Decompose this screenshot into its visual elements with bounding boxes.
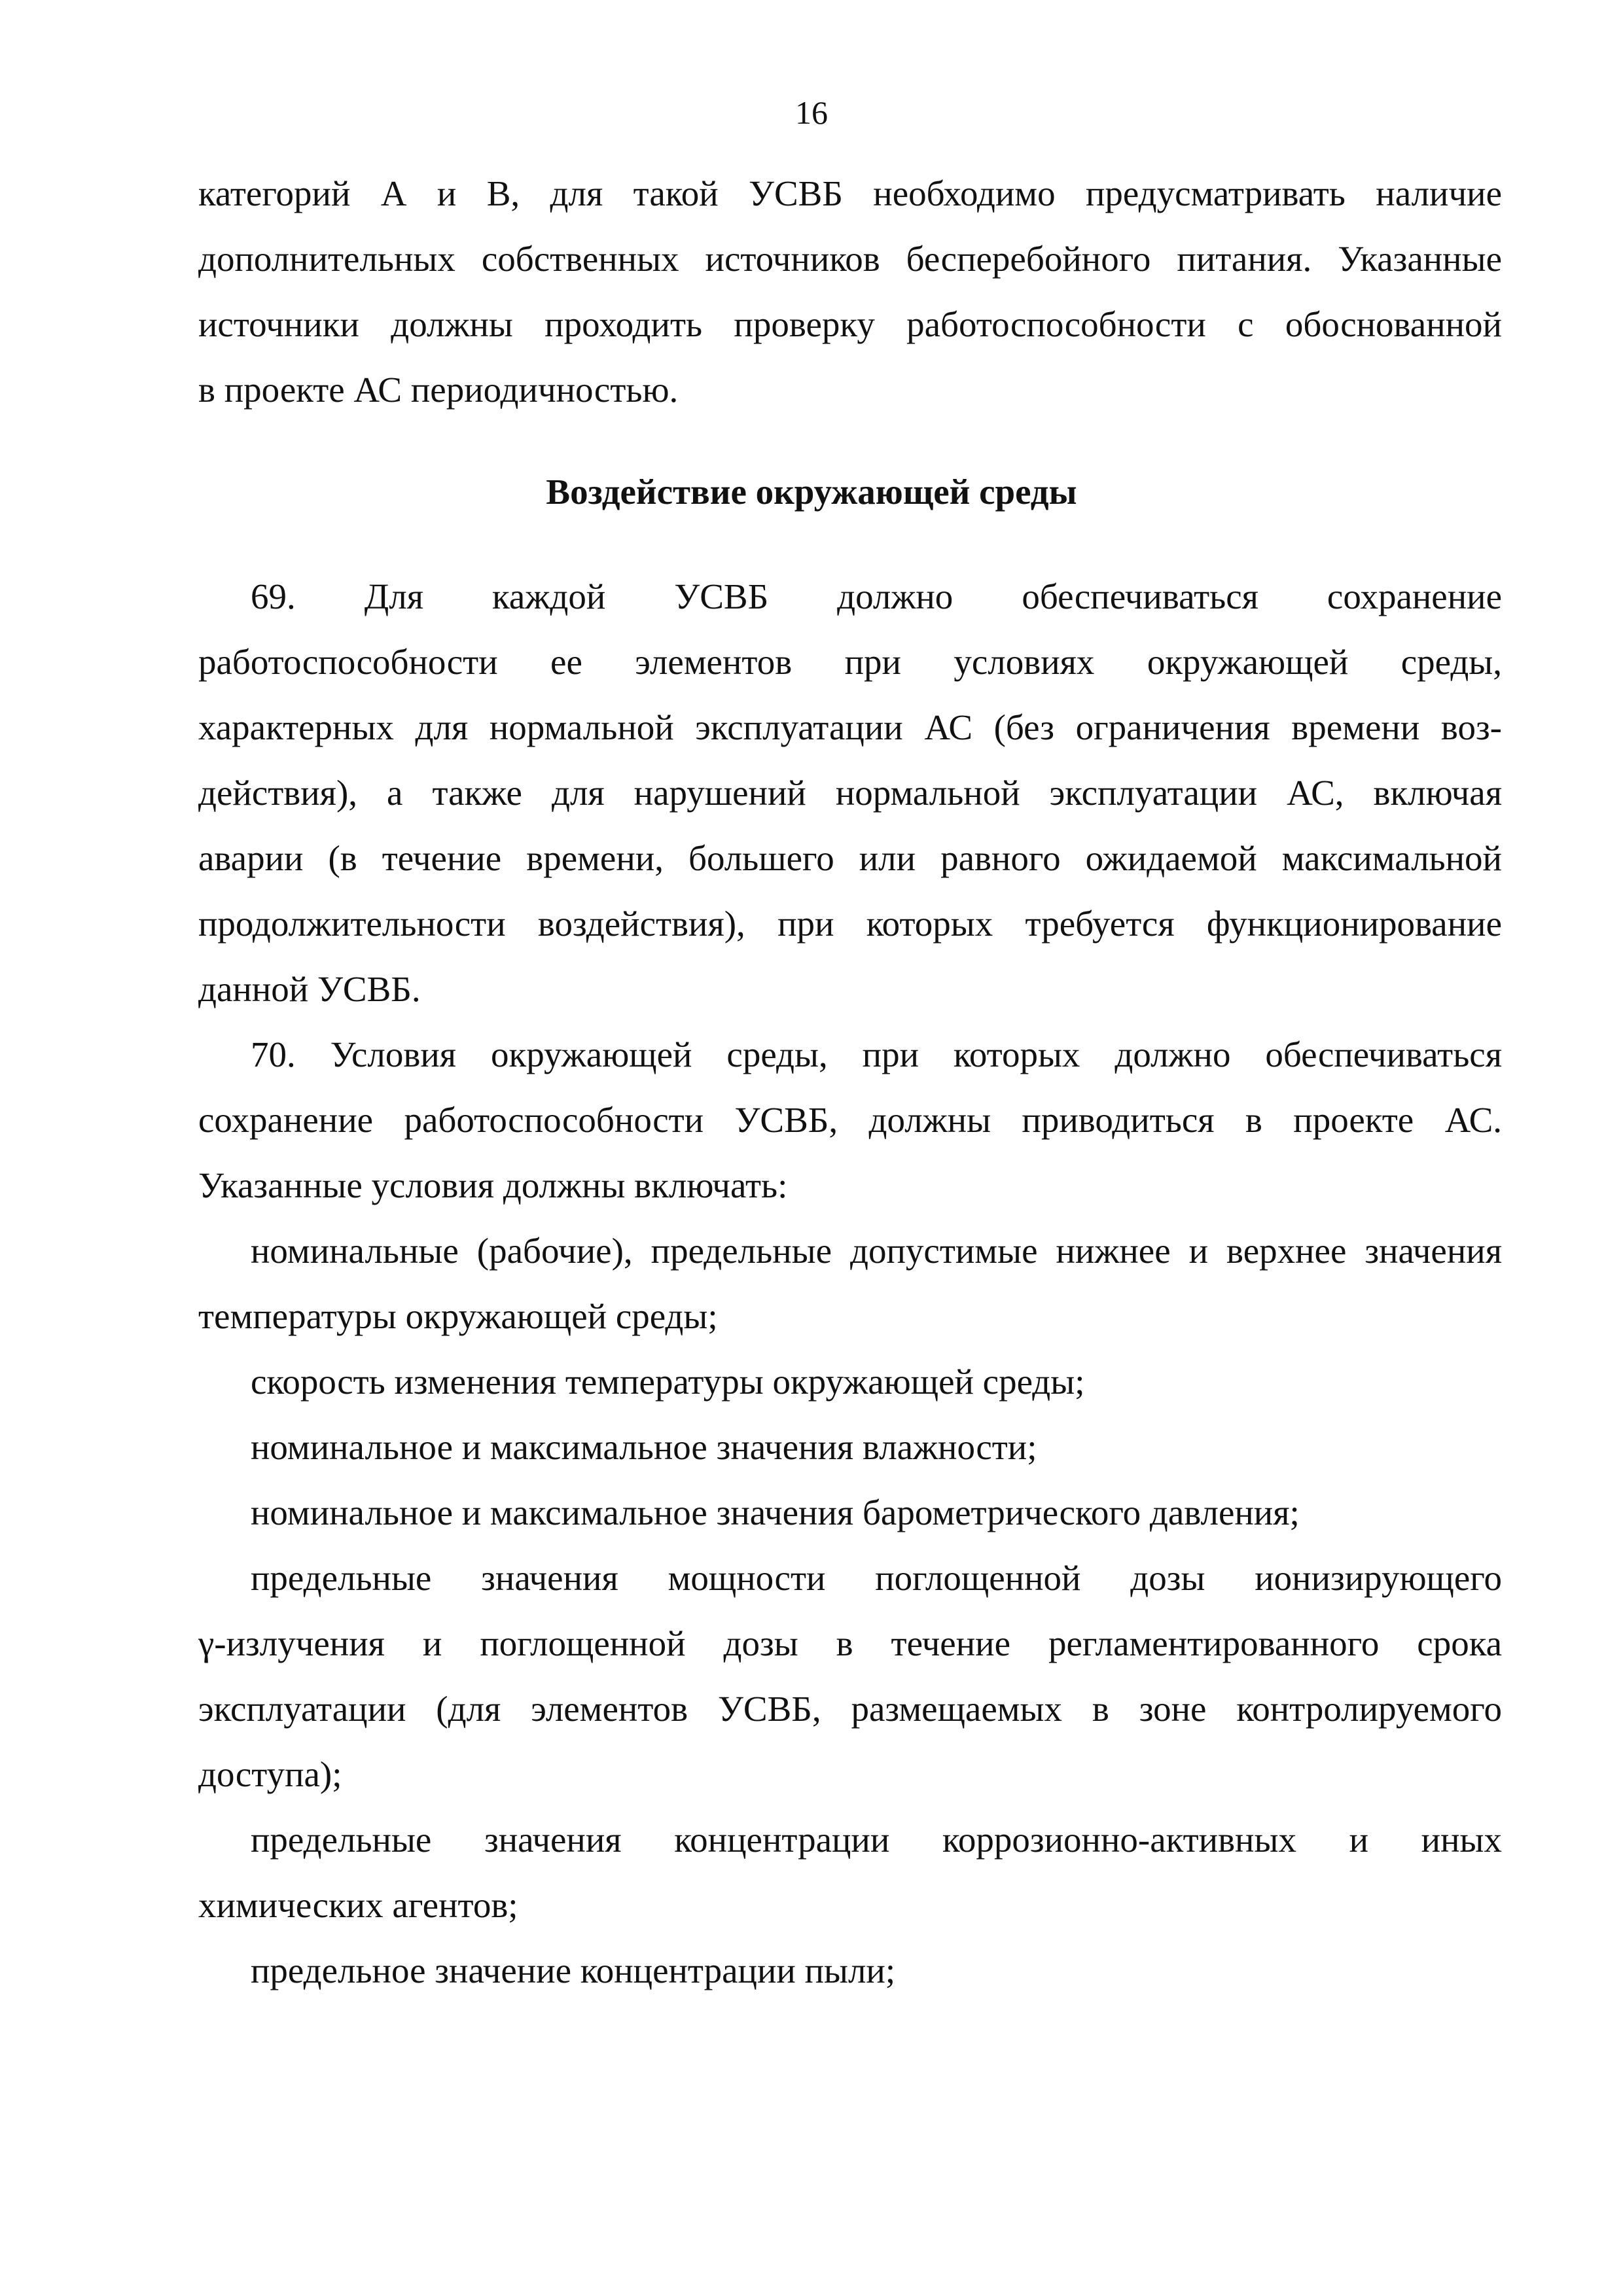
list-item-line: доступа); xyxy=(198,1754,342,1794)
paragraph-69 xyxy=(198,564,1502,1022)
list-item xyxy=(198,1807,1502,1938)
list-item xyxy=(198,1938,1502,2004)
list-item-line: номинальное и максимальное значения влажности; xyxy=(251,1427,1037,1467)
list-item-line: номинальное и максимальное значения барометрического давления; xyxy=(251,1492,1300,1532)
paragraph-line: аварии (в течение времени, большего или равного ожидаемой максимальной xyxy=(198,838,1502,878)
intro-line: дополнительных собственных источников бесперебойного питания. Указанные xyxy=(198,239,1502,279)
paragraph-70 xyxy=(198,1022,1502,1218)
paragraph-line: 69. Для каждой УСВБ должно обеспечиваться сохранение xyxy=(251,576,1502,616)
list-item-line: γ-излучения и поглощенной дозы в течение регламентированного срока xyxy=(198,1623,1502,1663)
list-item xyxy=(198,1480,1502,1545)
list-item-line: номинальные (рабочие), предельные допустимые нижнее и верхнее значения xyxy=(251,1231,1502,1271)
list-item xyxy=(198,1218,1502,1349)
intro-line: категорий А и В, для такой УСВБ необходимо предусматривать наличие xyxy=(198,173,1502,213)
list-item-line: предельные значения мощности поглощенной дозы ионизирующего xyxy=(251,1558,1502,1598)
list-item xyxy=(198,1415,1502,1480)
list-item-line: температуры окружающей среды; xyxy=(198,1296,718,1336)
conditions-list xyxy=(198,1218,1502,2004)
paragraph-line: работоспособности ее элементов при условиях окружающей среды, xyxy=(198,642,1502,682)
paragraph-line: сохранение работоспособности УСВБ, должны приводиться в проекте АС. xyxy=(198,1100,1502,1140)
paragraph-line: характерных для нормальной эксплуатации АС (без ограничения времени воз- xyxy=(198,707,1502,747)
paragraph-line: Указанные условия должны включать: xyxy=(198,1165,788,1205)
list-item xyxy=(198,1349,1502,1415)
intro-paragraph xyxy=(198,161,1502,423)
list-item-line: предельные значения концентрации коррозионно-активных и иных xyxy=(251,1820,1502,1860)
page-number: 16 xyxy=(795,94,828,131)
intro-line: источники должны проходить проверку работоспособности с обоснованной xyxy=(198,304,1502,344)
paragraph-line: действия), а также для нарушений нормальной эксплуатации АС, включая xyxy=(198,773,1502,813)
list-item-line: предельное значение концентрации пыли; xyxy=(251,1951,896,1990)
paragraph-line: 70. Условия окружающей среды, при которых должно обеспечиваться xyxy=(251,1034,1502,1074)
paragraph-line: продолжительности воздействия), при которых требуется функционирование xyxy=(198,904,1502,944)
paragraph-line: данной УСВБ. xyxy=(198,969,421,1009)
list-item-line: эксплуатации (для элементов УСВБ, размещаемых в зоне контролируемого xyxy=(198,1689,1502,1729)
section-heading: Воздействие окружающей среды xyxy=(546,472,1077,512)
list-item-line: химических агентов; xyxy=(198,1885,518,1925)
intro-line: в проекте АС периодичностью. xyxy=(198,370,679,410)
list-item-line: скорость изменения температуры окружающей среды; xyxy=(251,1362,1085,1402)
list-item xyxy=(198,1545,1502,1807)
